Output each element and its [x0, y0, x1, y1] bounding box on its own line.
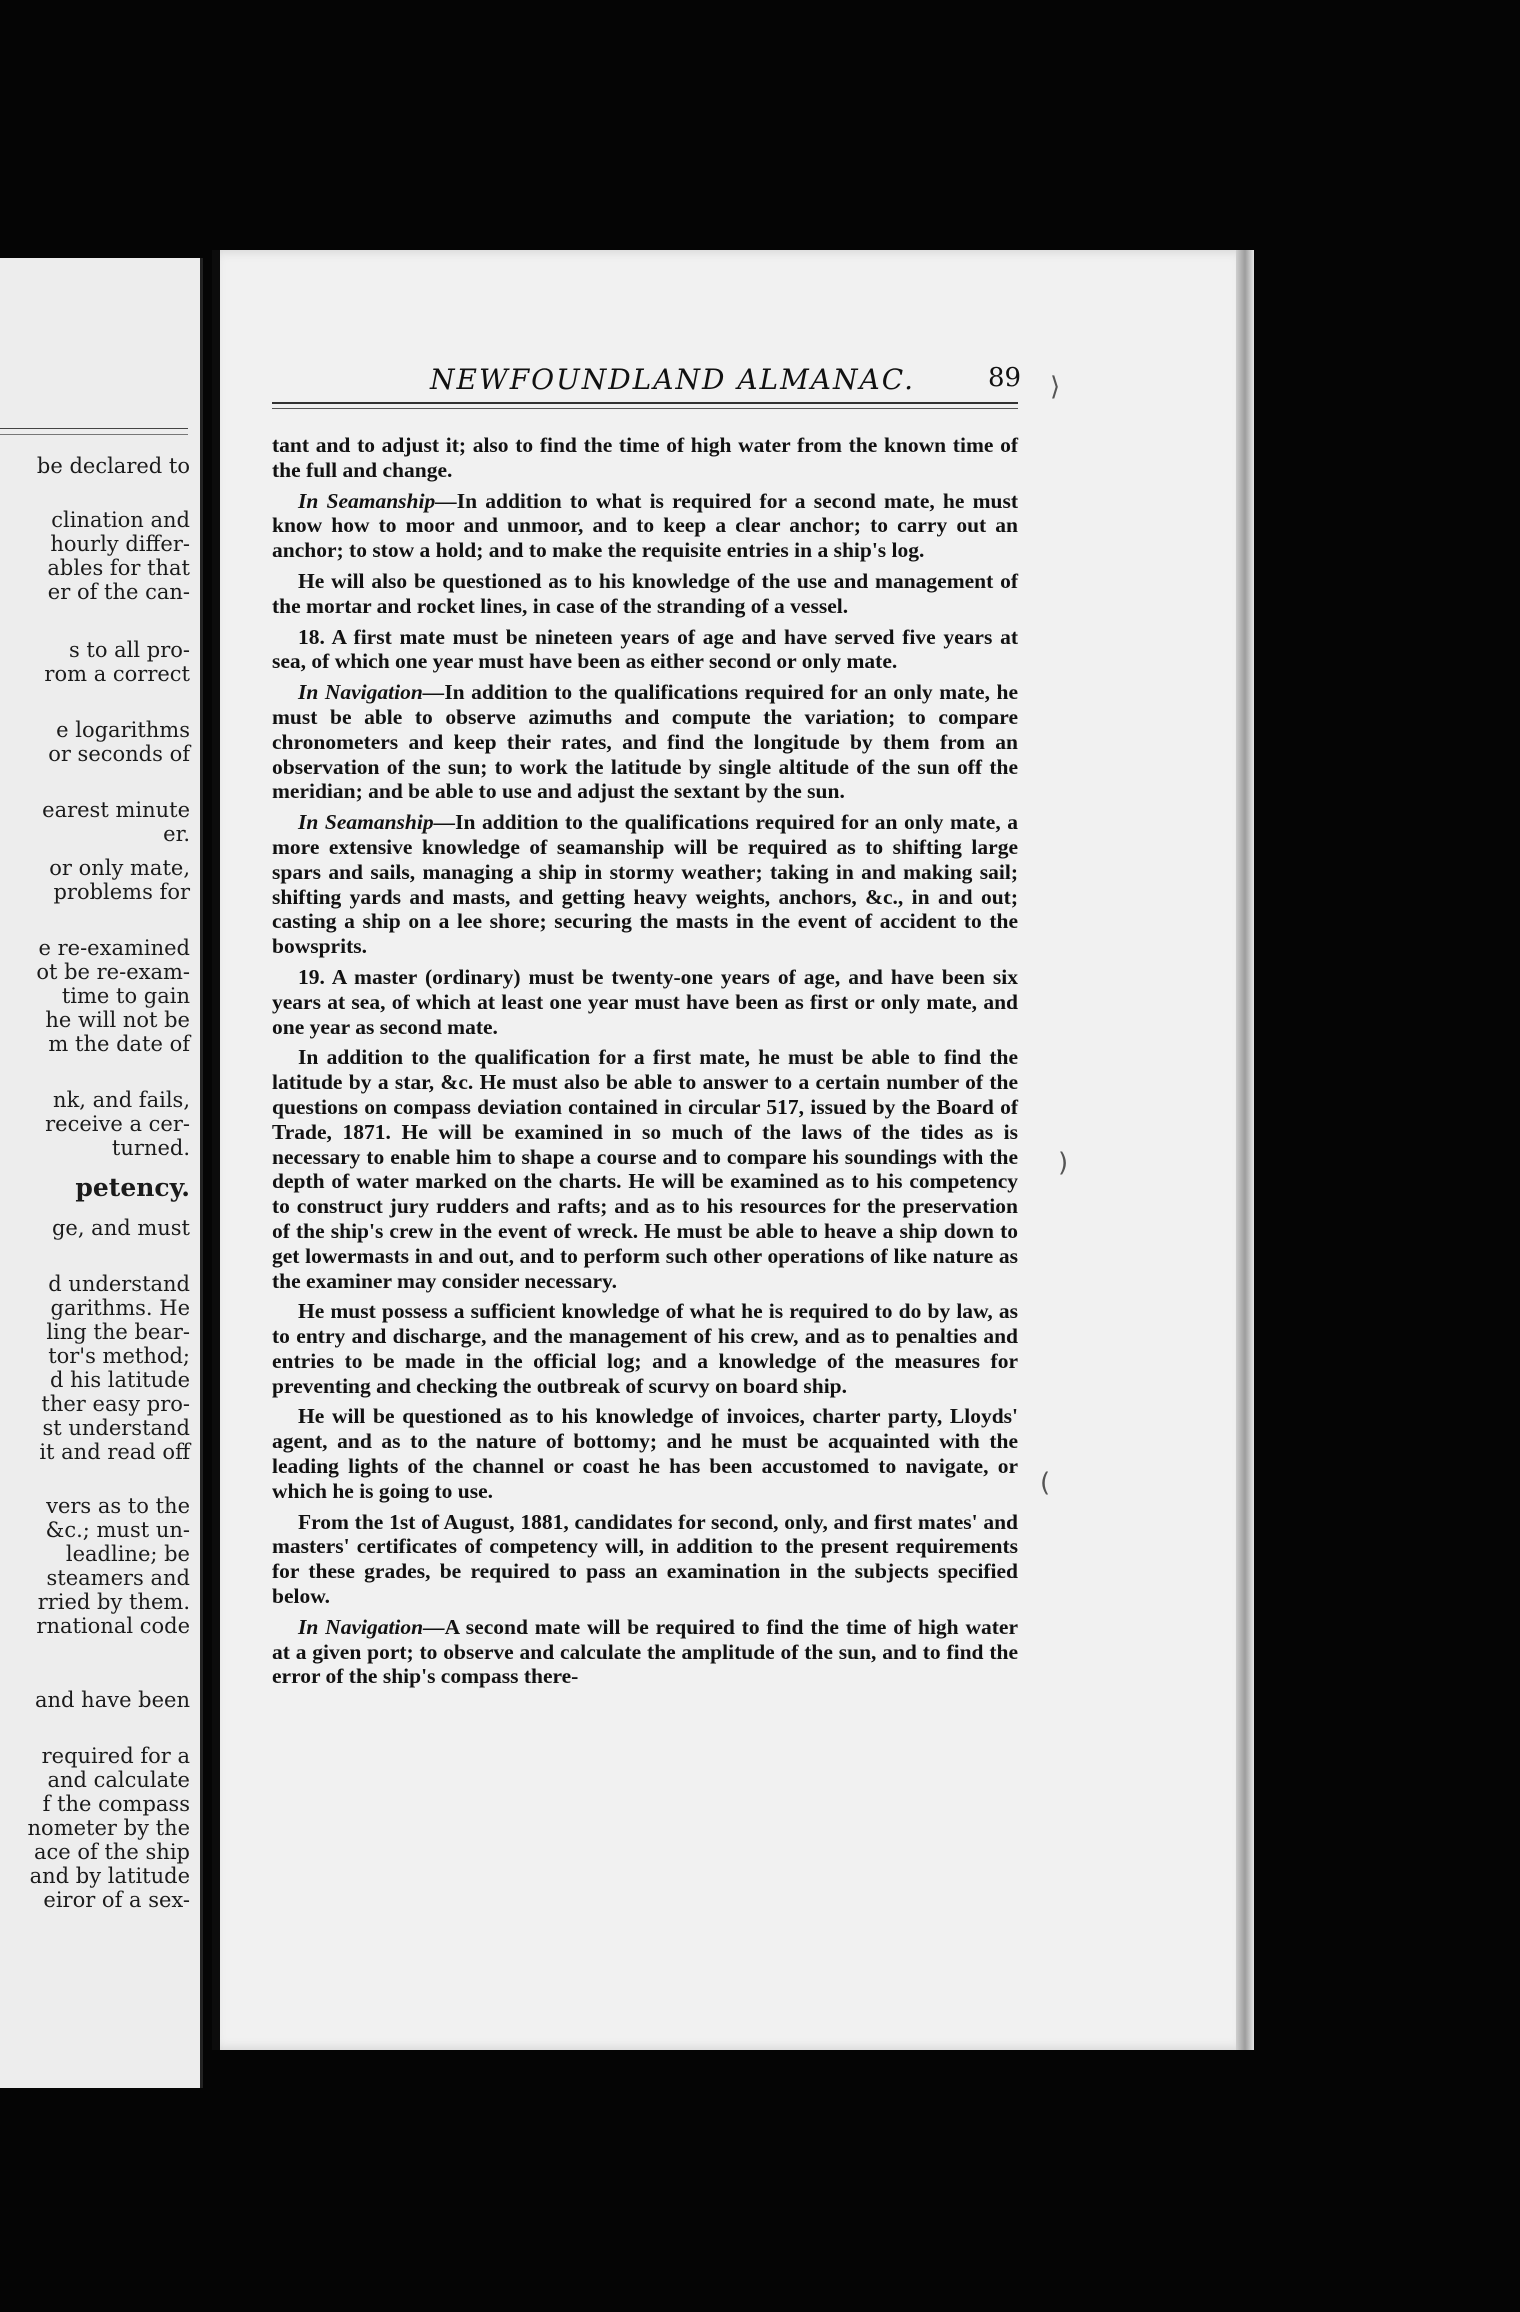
paragraph-text: tant and to adjust it; also to find the time of high water from the known time of the full and change. — [272, 433, 1018, 482]
paragraph-text: 18. A first mate must be nineteen years of age and have served five years at sea, of which one year must have been as either second or only mate. — [272, 624, 1018, 674]
header-rule — [272, 402, 1018, 404]
left-page-line: f the compass — [42, 1792, 190, 1816]
paragraph-lead: In Seamanship— — [298, 488, 457, 513]
paragraph — [272, 489, 1018, 563]
paragraph-text: 19. A master (ordinary) must be twenty-one years of age, and have been six years at sea, of which at least one year must have been as first or only mate, and one year as second mate. — [272, 964, 1018, 1039]
left-page-line: eiror of a sex- — [43, 1888, 190, 1912]
left-page-line: garithms. He — [50, 1296, 190, 1320]
left-page-line: ge, and must — [51, 1216, 190, 1240]
paragraph-text: In addition to the qualifications required for an only mate, he must be able to observe azimuths and compute the variation; to compare chronometers and keep their rates, and find the longitude by them from an observation of the sun; to work the latitude by single altitude of the sun off the meridian; and be able to use and adjust the sextant by the sun. — [272, 680, 1018, 804]
left-page-line: or only mate, — [49, 856, 190, 880]
left-page-line: clination and — [51, 508, 190, 532]
paragraph-lead: In Navigation— — [298, 680, 445, 705]
left-page-line: ace of the ship — [33, 1840, 190, 1864]
left-page-line: s to all pro- — [68, 638, 190, 662]
left-page-line: er of the can- — [47, 580, 190, 604]
left-page-line: problems for — [53, 880, 190, 904]
margin-mark: ) — [1058, 1148, 1069, 1178]
left-page-line: d understand — [48, 1272, 190, 1296]
paragraph-text: He will also be questioned as to his knowledge of the use and management of the mortar and rocket lines, in case of the stranding of a vessel. — [272, 568, 1018, 618]
paragraph — [272, 1615, 1018, 1689]
left-page-line: leadline; be — [65, 1542, 190, 1566]
left-page-line: steamers and — [46, 1566, 190, 1590]
left-page-line: nk, and fails, — [53, 1088, 190, 1112]
paragraph — [272, 1299, 1018, 1398]
left-page-line: rom a correct — [44, 662, 190, 686]
paragraph-text: He will be questioned as to his knowledge of invoices, charter party, Lloyds' agent, and as to the nature of bottomy; and he must be acquainted with the leading lights of the channel or coast he has been accustomed to navigate, or which he is going to use. — [272, 1404, 1018, 1503]
running-head: NEWFOUNDLAND ALMANAC. — [430, 363, 916, 396]
left-page-line: required for a — [41, 1744, 190, 1768]
paragraph — [272, 569, 1018, 619]
left-page-line: turned. — [111, 1136, 190, 1160]
left-page-line: earest minute — [42, 798, 190, 822]
paragraph — [272, 625, 1018, 675]
paragraph-text: In addition to the qualification for a first mate, he must be able to find the latitude by a star, &c. He must also be able to answer to a certain number of the questions on compass deviation contained in circular 517, issued by the Board of Trade, 1871. He will be examined in so much of the laws of the tides as is necessary to enable him to shape a course and to compare his soundings with the depth of water marked on the charts. He will be examined as to his competency to construct jury rudders and rafts; and as to his resources for the preservation of the ship's crew in the event of wreck. He must be able to heave a ship down to get lowermasts in and out, and to perform such other operations of like nature as the examiner may consider necessary. — [272, 1045, 1018, 1293]
left-page-line: ables for that — [47, 556, 190, 580]
paragraph — [272, 1510, 1018, 1609]
paragraph — [272, 1045, 1018, 1293]
left-page-line: receive a cer- — [45, 1112, 190, 1136]
left-page-line: time to gain — [61, 984, 190, 1008]
paragraph — [272, 433, 1018, 483]
left-page-line: tor's method; — [48, 1344, 190, 1368]
paragraph — [272, 810, 1018, 959]
left-page-line: st understand — [42, 1416, 190, 1440]
left-page-line: rried by them. — [37, 1590, 190, 1614]
left-page-line: and by latitude — [29, 1864, 190, 1888]
paragraph-text: From the 1st of August, 1881, candidates for second, only, and first mates' and masters' certificates of competency will, in addition to the present requirements for these grades, be required to pass an examination in the subjects specified below. — [272, 1509, 1018, 1609]
left-page-line: nometer by the — [27, 1816, 190, 1840]
left-page-line: he will not be — [45, 1008, 190, 1032]
paragraph-lead: In Navigation— — [298, 1614, 445, 1639]
left-page-line: vers as to the — [46, 1494, 190, 1518]
paragraph-lead: In Seamanship— — [298, 810, 456, 835]
paragraph-text: In addition to the qualifications required for an only mate, a more extensive knowledge of seamanship will be required as to shifting large spars and sails, managing a ship in stormy weather; taking in and making sail; shifting yards and masts, and getting heavy weights, anchors, &c., in and out; casting a ship on a lee shore; securing the masts in the event of accident to the bowsprits. — [272, 810, 1018, 959]
left-facing-page — [0, 258, 203, 2088]
paragraph — [272, 1404, 1018, 1503]
left-page-line: ther easy pro- — [41, 1392, 190, 1416]
left-page-line: e logarithms — [56, 718, 190, 742]
left-page-heading: petency. — [75, 1173, 190, 1202]
left-page-line: it and read off — [39, 1440, 190, 1464]
left-page-line: and calculate — [47, 1768, 190, 1792]
paragraph-text: In addition to what is required for a second mate, he must know how to moor and unmoor, and to keep a clear anchor; to carry out an anchor; to stow a hold; and to make the requisite entries in a ship's log. — [272, 488, 1019, 563]
paragraph — [272, 965, 1018, 1039]
left-page-line: e re-examined — [38, 936, 190, 960]
page-number: 89 — [988, 363, 1022, 393]
left-page-line: hourly differ- — [50, 532, 190, 556]
left-page-line: rnational code — [36, 1614, 190, 1638]
left-page-rule — [0, 434, 188, 435]
margin-mark: ⟩ — [1050, 372, 1061, 402]
paragraph-text: He must possess a sufficient knowledge of what he is required to do by law, as to entry and discharge, and the management of his crew, and as to penalties and entries to be made in the official log; and a knowledge of the measures for preventing and checking the outbreak of scurvy on board ship. — [272, 1299, 1018, 1398]
left-page-line: be declared to — [36, 454, 190, 478]
left-page-line: or seconds of — [48, 742, 190, 766]
left-page-line: er. — [163, 822, 190, 846]
left-page-line: and have been — [35, 1688, 190, 1712]
left-page-line: &c.; must un- — [45, 1518, 190, 1542]
left-page-line: ling the bear- — [46, 1320, 190, 1344]
page-body — [272, 433, 1018, 1695]
left-page-line: ot be re-exam- — [36, 960, 190, 984]
page-edge — [1236, 250, 1254, 2050]
left-page-line: m the date of — [48, 1032, 190, 1056]
margin-mark: ( — [1040, 1468, 1051, 1498]
header-rule — [272, 408, 1018, 409]
paragraph — [272, 680, 1018, 804]
left-page-rule — [0, 428, 188, 429]
left-page-line: d his latitude — [49, 1368, 190, 1392]
paragraph-text: A second mate will be required to find the time of high water at a given port; to observe and calculate the amplitude of the sun, and to find the error of the ship's compass there- — [272, 1614, 1018, 1689]
